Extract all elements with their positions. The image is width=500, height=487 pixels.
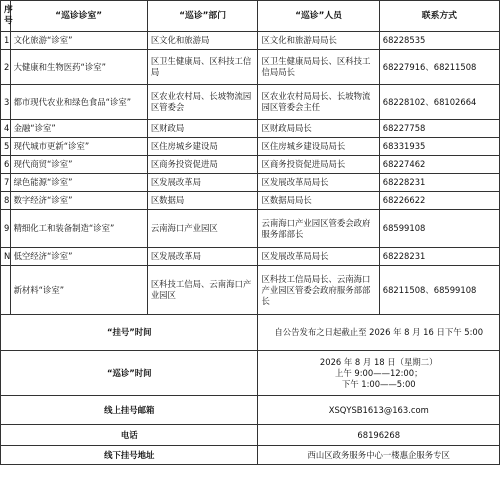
address-row <box>1 446 500 465</box>
row-staff: 区农业农村局局长、长坡物流园区管委会主任 <box>258 85 379 120</box>
row-staff: 区卫生健康局局长、区科技工信局局长 <box>258 50 379 85</box>
row-serial: 6 <box>1 156 11 174</box>
header-department: “巡诊”部门 <box>147 1 258 32</box>
header-contact: 联系方式 <box>379 1 499 32</box>
row-clinic-room: 低空经济“诊室” <box>10 248 147 266</box>
email-row <box>1 396 500 425</box>
table-row <box>1 266 500 315</box>
row-staff: 区数据局局长 <box>258 192 379 210</box>
row-staff: 区财政局局长 <box>258 120 379 138</box>
row-department: 区财政局 <box>147 120 258 138</box>
row-contact: 68211508、68599108 <box>379 266 499 315</box>
row-serial: 1 <box>1 32 11 50</box>
header-row <box>1 1 500 32</box>
row-clinic-room: 数字经济“诊室” <box>10 192 147 210</box>
row-department: 区住房城乡建设局 <box>147 138 258 156</box>
table-row <box>1 32 500 50</box>
visit-morning: 上午 9:00——12:00； <box>334 367 423 378</box>
header-staff: “巡诊”人员 <box>258 1 379 32</box>
row-serial: 7 <box>1 174 11 192</box>
phone-value: 68196268 <box>258 425 500 446</box>
row-staff: 区科技工信局局长、云南海口产业园区管委会政府服务部部长 <box>258 266 379 315</box>
row-clinic-room: 现代商贸“诊室” <box>10 156 147 174</box>
row-contact: 68599108 <box>379 210 499 248</box>
table-row <box>1 156 500 174</box>
table-row <box>1 248 500 266</box>
row-department: 区农业农村局、长坡物流园区管委会 <box>147 85 258 120</box>
table-row <box>1 50 500 85</box>
row-clinic-room: 都市现代农业和绿色食品“诊室” <box>10 85 147 120</box>
row-department: 区商务投资促进局 <box>147 156 258 174</box>
visit-afternoon: 下午 1:00——5:00 <box>341 378 416 389</box>
row-contact: 68228231 <box>379 248 499 266</box>
row-contact: 68227916、68211508 <box>379 50 499 85</box>
row-contact: 68228231 <box>379 174 499 192</box>
email-label: 线上挂号邮箱 <box>1 396 258 425</box>
header-clinic-room: “巡诊诊室” <box>10 1 147 32</box>
visit-date: 2026 年 8 月 18 日（星期二） <box>319 356 438 367</box>
row-department: 区卫生健康局、区科技工信局 <box>147 50 258 85</box>
row-serial: 4 <box>1 120 11 138</box>
registration-time-label: “挂号”时间 <box>1 315 258 351</box>
row-clinic-room: 金融“诊室” <box>10 120 147 138</box>
phone-label: 电话 <box>1 425 258 446</box>
table-row <box>1 138 500 156</box>
row-clinic-room: 精细化工和装备制造“诊室” <box>10 210 147 248</box>
row-department: 区发展改革局 <box>147 248 258 266</box>
row-staff: 区住房城乡建设局局长 <box>258 138 379 156</box>
visit-time-row <box>1 351 500 396</box>
address-label: 线下挂号地址 <box>1 446 258 465</box>
row-clinic-room: 绿色能源“诊室” <box>10 174 147 192</box>
row-serial: 2 <box>1 50 11 85</box>
address-value: 西山区政务服务中心一楼惠企服务专区 <box>258 446 500 465</box>
visit-time-label: “巡诊”时间 <box>1 351 258 396</box>
registration-time-value: 自公告发布之日起截止至 2026 年 8 月 16 日下午 5:00 <box>258 315 500 351</box>
email-value: XSQYSB1613@163.com <box>258 396 500 425</box>
row-department: 云南海口产业园区 <box>147 210 258 248</box>
table-row <box>1 174 500 192</box>
row-serial: 3 <box>1 85 11 120</box>
row-serial: 5 <box>1 138 11 156</box>
row-serial: N <box>1 248 11 266</box>
header-serial: 序号 <box>1 1 11 32</box>
row-department: 区数据局 <box>147 192 258 210</box>
row-staff: 区发展改革局局长 <box>258 248 379 266</box>
row-serial <box>1 266 11 315</box>
table-row <box>1 192 500 210</box>
table-row <box>1 85 500 120</box>
row-contact: 68227462 <box>379 156 499 174</box>
visit-time-value <box>258 351 500 396</box>
row-serial: 9 <box>1 210 11 248</box>
row-staff: 区文化和旅游局局长 <box>258 32 379 50</box>
table-row <box>1 120 500 138</box>
phone-row <box>1 425 500 446</box>
row-department: 区发展改革局 <box>147 174 258 192</box>
row-staff: 区发展改革局局长 <box>258 174 379 192</box>
row-contact: 68228102、68102664 <box>379 85 499 120</box>
row-clinic-room: 现代城市更新“诊室” <box>10 138 147 156</box>
row-clinic-room: 文化旅游“诊室” <box>10 32 147 50</box>
row-clinic-room: 大健康和生物医药“诊室” <box>10 50 147 85</box>
row-staff: 云南海口产业园区管委会政府服务部部长 <box>258 210 379 248</box>
row-clinic-room: 新材料“诊室” <box>10 266 147 315</box>
row-department: 区文化和旅游局 <box>147 32 258 50</box>
row-staff: 区商务投资促进局局长 <box>258 156 379 174</box>
table-row <box>1 210 500 248</box>
row-serial: 8 <box>1 192 11 210</box>
row-contact: 68228535 <box>379 32 499 50</box>
row-contact: 68226622 <box>379 192 499 210</box>
row-contact: 68331935 <box>379 138 499 156</box>
row-department: 区科技工信局、云南海口产业园区 <box>147 266 258 315</box>
row-contact: 68227758 <box>379 120 499 138</box>
registration-time-row <box>1 315 500 351</box>
